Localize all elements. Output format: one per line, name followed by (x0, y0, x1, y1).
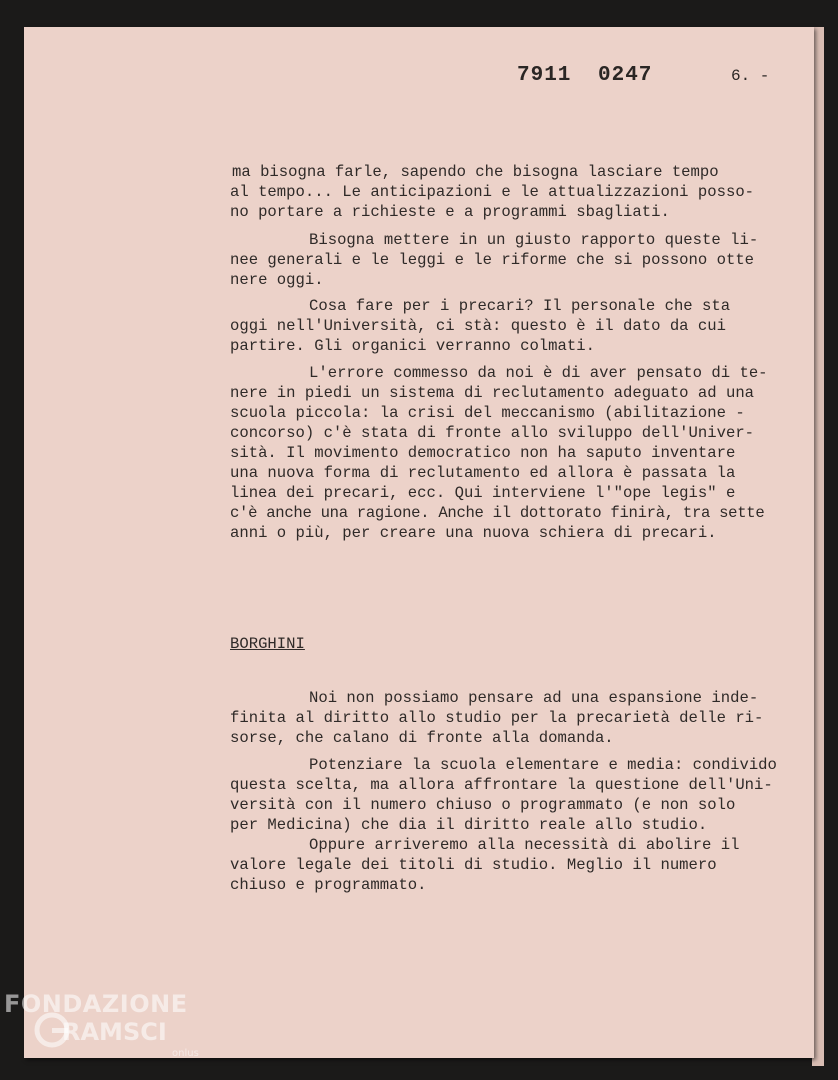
text-line: c'è anche una ragione. Anche il dottorato finirà, tra sette (230, 504, 765, 522)
text-line: nere oggi. (230, 271, 324, 289)
text-line: scuola piccola: la crisi del meccanismo (abilitazione - (230, 404, 745, 422)
document-number-b: 0247 (598, 64, 653, 87)
text-line: Cosa fare per i precari? Il personale che sta (309, 297, 731, 315)
text-line: per Medicina) che dia il diritto reale allo studio. (230, 816, 708, 834)
fondazione-gramsci-logo (4, 990, 204, 1070)
text-line: linea dei precari, ecc. Qui interviene l'"ope legis" e (230, 484, 736, 502)
document-number-a: 7911 (517, 64, 572, 87)
text-line: nere in piedi un sistema di reclutamento adeguato ad una (230, 384, 755, 402)
text-line: chiuso e programmato. (230, 876, 427, 894)
text-line: versità con il numero chiuso o programmato (e non solo (230, 796, 736, 814)
logo-line3: onlus (172, 1048, 199, 1059)
text-line: ma bisogna farle, sapendo che bisogna lasciare tempo (232, 163, 719, 181)
text-line: Bisogna mettere in un giusto rapporto queste li- (309, 231, 759, 249)
text-line: nee generali e le leggi e le riforme che si possono otte (230, 251, 755, 269)
text-line: una nuova forma di reclutamento ed allora è passata la (230, 464, 736, 482)
text-line: partire. Gli organici verranno colmati. (230, 337, 595, 355)
text-line: anni o più, per creare una nuova schiera di precari. (230, 524, 717, 542)
text-line: no portare a richieste e a programmi sbagliati. (230, 203, 670, 221)
logo-line1: FONDAZIONE (4, 990, 188, 1018)
speaker-name: BORGHINI (230, 635, 305, 653)
text-line: oggi nell'Università, ci stà: questo è il dato da cui (230, 317, 726, 335)
page-number: 6. - (731, 67, 770, 85)
text-line: Noi non possiamo pensare ad una espansione inde- (309, 689, 759, 707)
text-line: finita al diritto allo studio per la precarietà delle ri- (230, 709, 764, 727)
text-line: al tempo... Le anticipazioni e le attualizzazioni posso- (230, 183, 755, 201)
text-line: L'errore commesso da noi è di aver pensato di te- (309, 364, 768, 382)
logo-line2: RAMSCI (62, 1018, 167, 1046)
text-line: valore legale dei titoli di studio. Meglio il numero (230, 856, 717, 874)
text-line: concorso) c'è stata di fronte allo sviluppo dell'Univer- (230, 424, 755, 442)
text-line: questa scelta, ma allora affrontare la questione dell'Uni- (230, 776, 773, 794)
text-line: Potenziare la scuola elementare e media: condivido (309, 756, 777, 774)
text-line: Oppure arriveremo alla necessità di abolire il (309, 836, 740, 854)
text-line: sità. Il movimento democratico non ha saputo inventare (230, 444, 736, 462)
text-line: sorse, che calano di fronte alla domanda. (230, 729, 614, 747)
